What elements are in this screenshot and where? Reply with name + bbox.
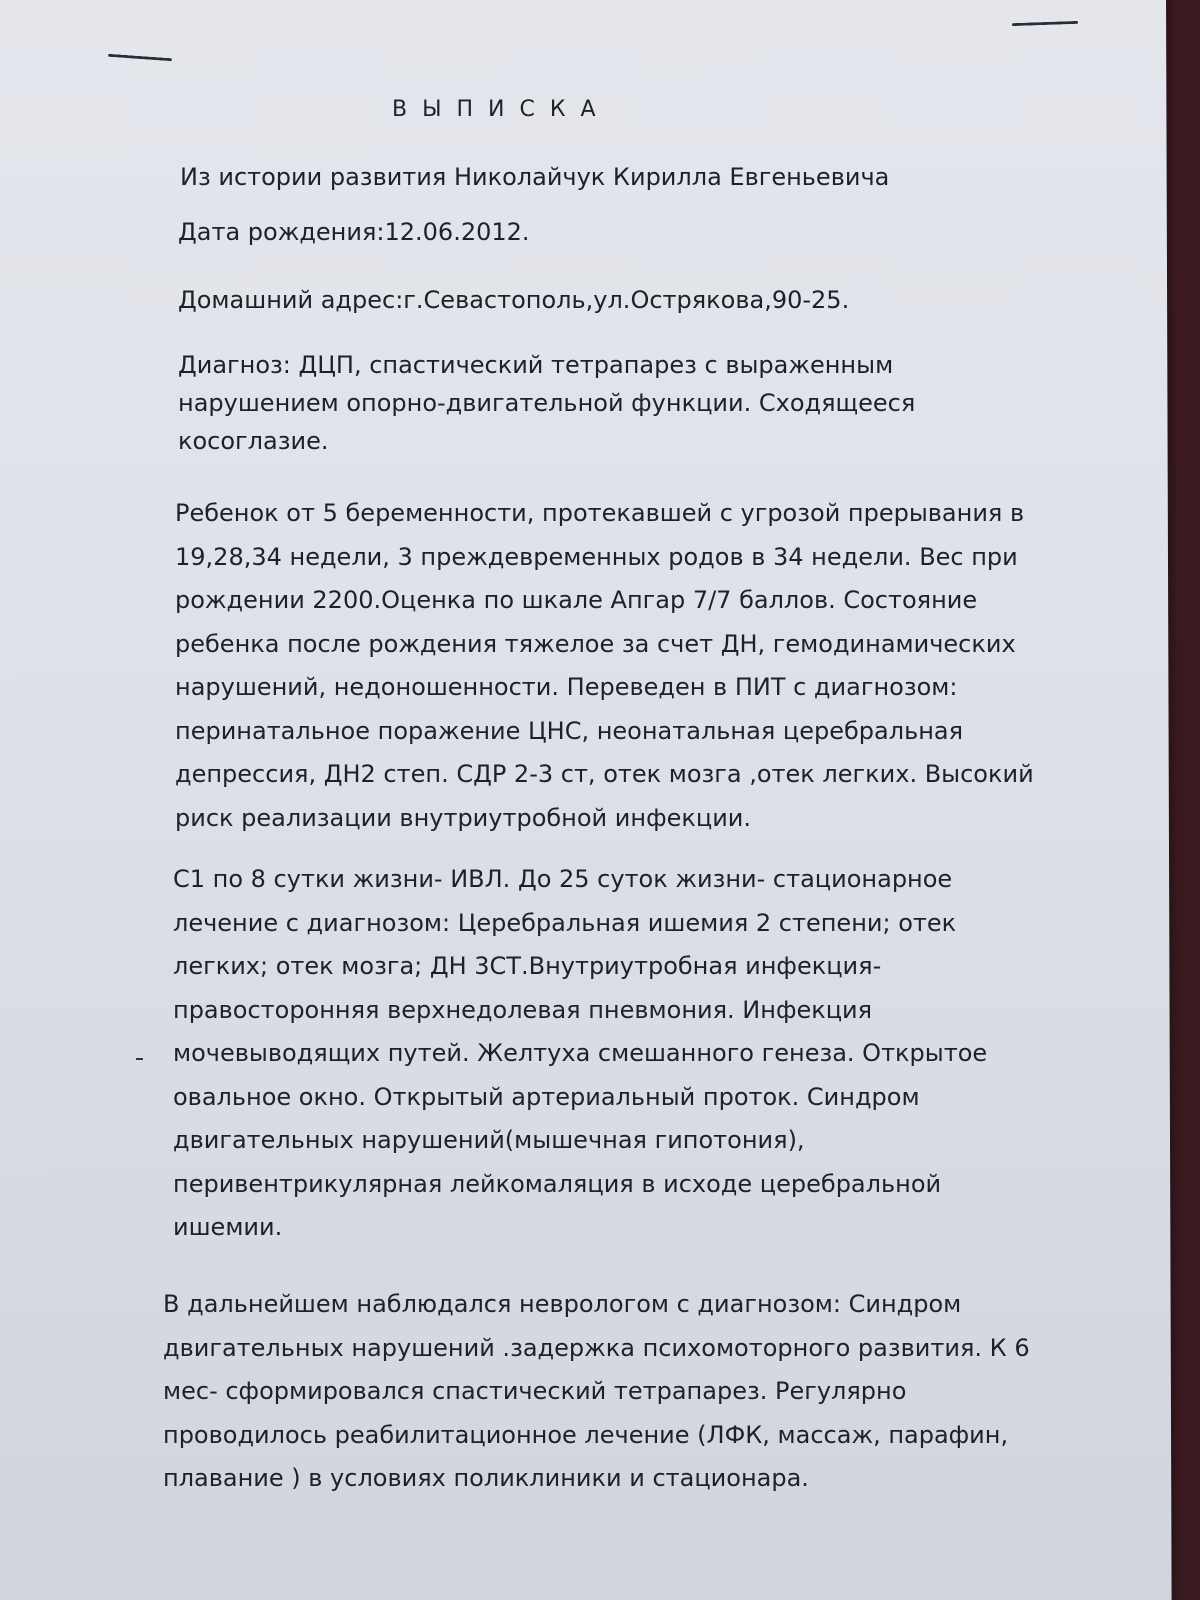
- diagnosis-block: [178, 346, 915, 460]
- paragraph-line: двигательных нарушений(мышечная гипотония),: [173, 1126, 805, 1154]
- followup-paragraph: [163, 1283, 1030, 1501]
- home-address: Домашний адрес:г.Севастополь,ул.Острякова,90-25.: [178, 286, 850, 314]
- margin-dash: [136, 1058, 143, 1060]
- paragraph-line: перинатальное поражение ЦНС, неонатальная церебральная: [175, 716, 964, 745]
- paragraph-line: нарушений, недоношенности. Переведен в ПИТ с диагнозом:: [175, 673, 958, 701]
- diagnosis-line: косоглазие.: [178, 427, 329, 455]
- paragraph-line: В дальнейшем наблюдался неврологом с диагнозом: Синдром: [163, 1290, 962, 1318]
- paragraph-line: перивентрикулярная лейкомаляция в исходе церебральной: [173, 1169, 942, 1198]
- diagnosis-line: Диагноз: ДЦП, спастический тетрапарез с выраженным: [178, 351, 894, 379]
- birth-date: Дата рождения:12.06.2012.: [178, 218, 530, 246]
- paragraph-line: легких; отек мозга; ДН 3СТ.Внутриутробная инфекция-: [173, 952, 882, 980]
- paragraph-line: ребенка после рождения тяжелое за счет ДН, гемодинамических: [175, 629, 1016, 658]
- paragraph-line: овальное окно. Открытый артериальный проток. Синдром: [173, 1082, 920, 1111]
- paragraph-line: Ребенок от 5 беременности, протекавшей с угрозой прерывания в: [175, 499, 1025, 527]
- treatment-paragraph: [173, 858, 987, 1250]
- paragraph-line: проводилось реабилитационное лечение (ЛФК, массаж, парафин,: [163, 1420, 1009, 1449]
- birth-history-paragraph: [175, 492, 1034, 840]
- paragraph-line: лечение с диагнозом: Церебральная ишемия 2 степени; отек: [173, 908, 957, 937]
- paragraph-line: плавание ) в условиях поликлиники и стационара.: [163, 1464, 809, 1492]
- paragraph-line: 19,28,34 недели, 3 преждевременных родов в 34 недели. Вес при: [175, 542, 1018, 571]
- paragraph-line: ишемии.: [173, 1213, 283, 1241]
- paragraph-line: депрессия, ДН2 степ. СДР 2-3 ст, отек мозга ,отек легких. Высокий: [175, 760, 1034, 788]
- diagnosis-line: нарушением опорно-двигательной функции. Сходящееся: [178, 389, 916, 417]
- paragraph-line: мес- сформировался спастический тетрапарез. Регулярно: [163, 1377, 907, 1405]
- history-line: Из истории развития Николайчук Кирилла Евгеньевича: [180, 163, 890, 191]
- paragraph-line: риск реализации внутриутробной инфекции.: [175, 803, 752, 832]
- paragraph-line: двигательных нарушений .задержка психомоторного развития. К 6: [163, 1333, 1030, 1362]
- paragraph-line: правосторонняя верхнедолевая пневмония. Инфекция: [173, 995, 873, 1024]
- document-title: В Ы П И С К А: [392, 97, 600, 122]
- paragraph-line: рождении 2200.Оценка по шкале Апгар 7/7 баллов. Состояние: [175, 586, 978, 614]
- paragraph-line: мочевыводящих путей. Желтуха смешанного генеза. Открытое: [173, 1039, 988, 1067]
- paragraph-line: С1 по 8 сутки жизни- ИВЛ. До 25 суток жизни- стационарное: [173, 865, 953, 893]
